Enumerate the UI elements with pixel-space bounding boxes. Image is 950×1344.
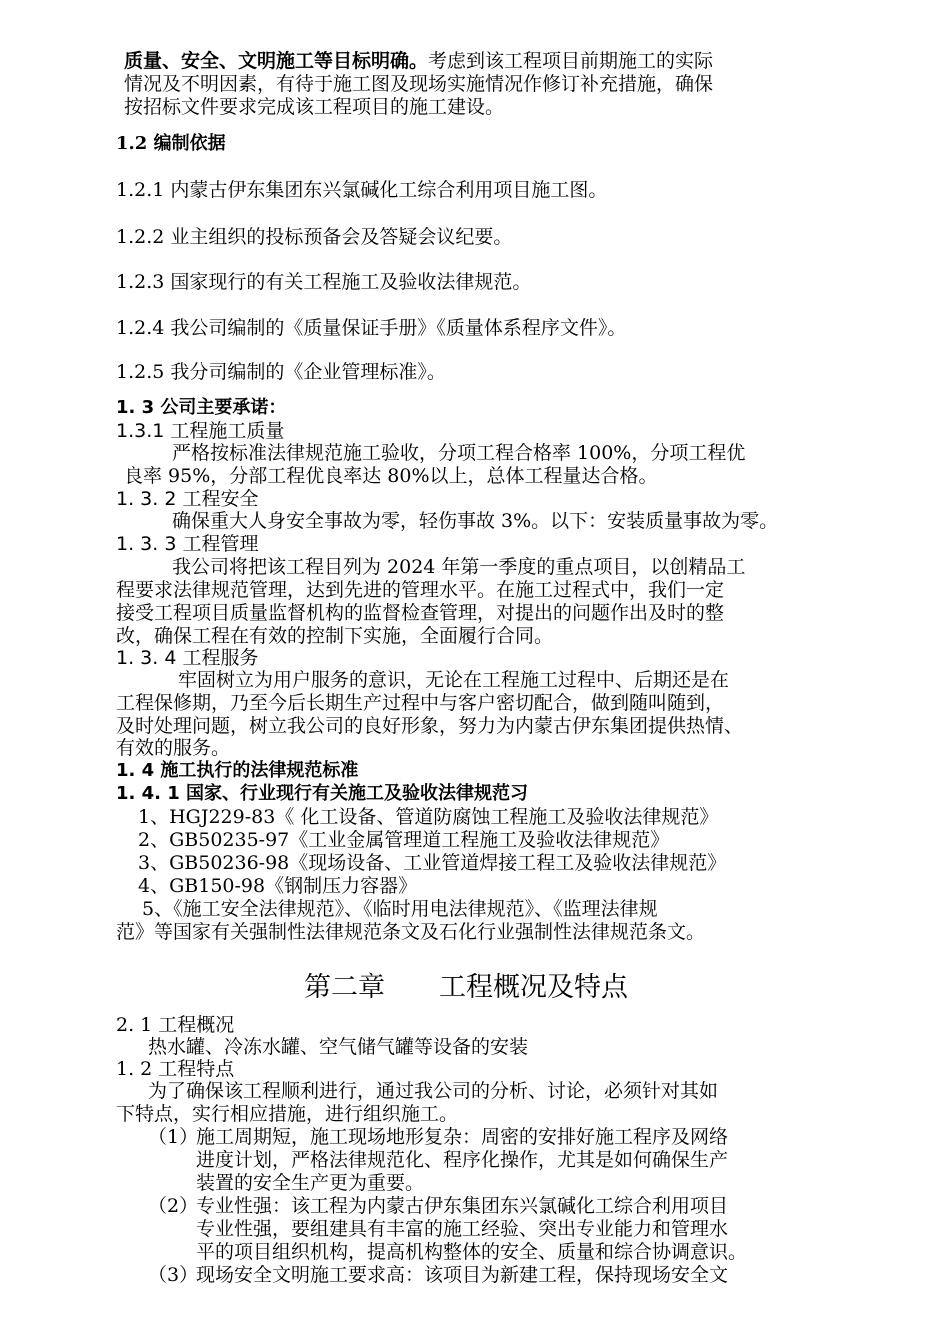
features-heading: 1. 2 工程特点 <box>116 1058 235 1080</box>
features-intro-line: 下特点，实行相应措施，进行组织施工。 <box>116 1103 459 1125</box>
overview-heading: 2. 1 工程概况 <box>116 1014 235 1036</box>
standard-item: 1、HGJ229-83《 化工设备、管道防腐蚀工程施工及验收法律规范》 <box>138 806 719 828</box>
feature-2-line: 平的项目组织机构，提高机构整体的安全、质量和综合协调意识。 <box>196 1241 748 1263</box>
feature-1-line: 施工周期短，施工现场地形复杂：周密的安排好施工程序及网络 <box>196 1126 729 1148</box>
standard-item-5-line-1: 5、《施工安全法律规范》、《临时用电法律规范》、《监理法律规 <box>142 898 658 920</box>
service-line: 牢固树立为用户服务的意识，无论在工程施工过程中、后期还是在 <box>178 669 730 691</box>
subheading-quality: 1.3.1 工程施工质量 <box>116 420 285 442</box>
standard-item: 2、GB50235-97《工业金属管理道工程施工及验收法律规范》 <box>138 829 670 851</box>
quality-line: 良率 95%，分部工程优良率达 80%以上，总体工程量达合格。 <box>124 465 658 487</box>
service-line: 工程保修期，乃至今后长期生产过程中与客户密切配合，做到随叫随到， <box>116 692 725 714</box>
section-heading-1-4: 1. 4 施工执行的法律规范标准 <box>116 760 359 781</box>
basis-item: 1.2.4 我公司编制的《质量保证手册》《质量体系程序文件》。 <box>116 317 627 339</box>
chapter-title: 第二章 工程概况及特点 <box>304 972 628 1003</box>
service-line: 及时处理问题，树立我公司的良好形象，努力为内蒙古伊东集团提供热情、 <box>116 715 744 737</box>
intro-bold: 质量、安全、文明施工等目标明确。 <box>124 50 429 72</box>
standard-item: 4、GB150-98《钢制压力容器》 <box>138 875 418 897</box>
feature-2-line: 专业性强，要组建具有丰富的施工经验、突出专业能力和管理水 <box>196 1218 729 1240</box>
feature-2-line: 专业性强：该工程为内蒙古伊东集团东兴氯碱化工综合利用项目 <box>196 1195 729 1217</box>
feature-2-number: （2） <box>148 1195 199 1217</box>
subheading-management: 1. 3. 3 工程管理 <box>116 533 259 555</box>
management-line: 我公司将把该工程目列为 2024 年第一季度的重点项目，以创精品工 <box>172 556 746 578</box>
management-line: 改，确保工程在有效的控制下实施，全面履行合同。 <box>116 625 554 647</box>
intro-line-1 <box>124 50 713 72</box>
management-line: 程要求法律规范管理，达到先进的管理水平。在施工过程式中，我们一定 <box>116 579 725 601</box>
feature-1-line: 装置的安全生产更为重要。 <box>196 1172 425 1194</box>
subheading-safety: 1. 3. 2 工程安全 <box>116 488 259 510</box>
subheading-1-4-1: 1. 4. 1 国家、行业现行有关施工及验收法律规范习 <box>116 783 529 804</box>
basis-item: 1.2.5 我分司编制的《企业管理标准》。 <box>116 361 446 383</box>
quality-line: 严格按标准法律规范施工验收，分项工程合格率 100%，分项工程优 <box>172 442 746 464</box>
section-heading-1-3: 1. 3 公司主要承诺： <box>116 397 287 418</box>
feature-3-line: 现场安全文明施工要求高：该项目为新建工程，保持现场安全文 <box>196 1264 729 1286</box>
intro-rest: 考虑到该工程项目前期施工的实际 <box>428 50 714 72</box>
basis-item: 1.2.1 内蒙古伊东集团东兴氯碱化工综合利用项目施工图。 <box>116 179 608 201</box>
overview-text: 热水罐、冷冻水罐、空气储气罐等设备的安装 <box>148 1036 529 1058</box>
safety-line: 确保重大人身安全事故为零，轻伤事故 3%。以下：安装质量事故为零。 <box>172 510 779 532</box>
management-line: 接受工程项目质量监督机构的监督检查管理，对提出的问题作出及时的整 <box>116 602 725 624</box>
subheading-service: 1. 3. 4 工程服务 <box>116 647 259 669</box>
basis-item: 1.2.3 国家现行的有关工程施工及验收法律规范。 <box>116 271 532 293</box>
features-intro-line: 为了确保该工程顺利进行，通过我公司的分析、讨论，必须针对其如 <box>148 1080 719 1102</box>
feature-3-number: （3） <box>148 1264 199 1286</box>
section-heading-1-2: 1.2 编制依据 <box>116 133 226 154</box>
intro-line-2: 情况及不明因素，有待于施工图及现场实施情况作修订补充措施，确保 <box>124 73 714 95</box>
feature-1-number: （1） <box>148 1126 199 1148</box>
service-line: 有效的服务。 <box>116 737 231 759</box>
standard-item-5-line-2: 范》等国家有关强制性法律规范条文及石化行业强制性法律规范条文。 <box>116 921 706 943</box>
standard-item: 3、GB50236-98《现场设备、工业管道焊接工程工及验收法律规范》 <box>138 852 727 874</box>
feature-1-line: 进度计划，严格法律规范化、程序化操作，尤其是如何确保生产 <box>196 1149 729 1171</box>
basis-item: 1.2.2 业主组织的投标预备会及答疑会议纪要。 <box>116 226 513 248</box>
intro-line-3: 按招标文件要求完成该工程项目的施工建设。 <box>124 96 505 118</box>
